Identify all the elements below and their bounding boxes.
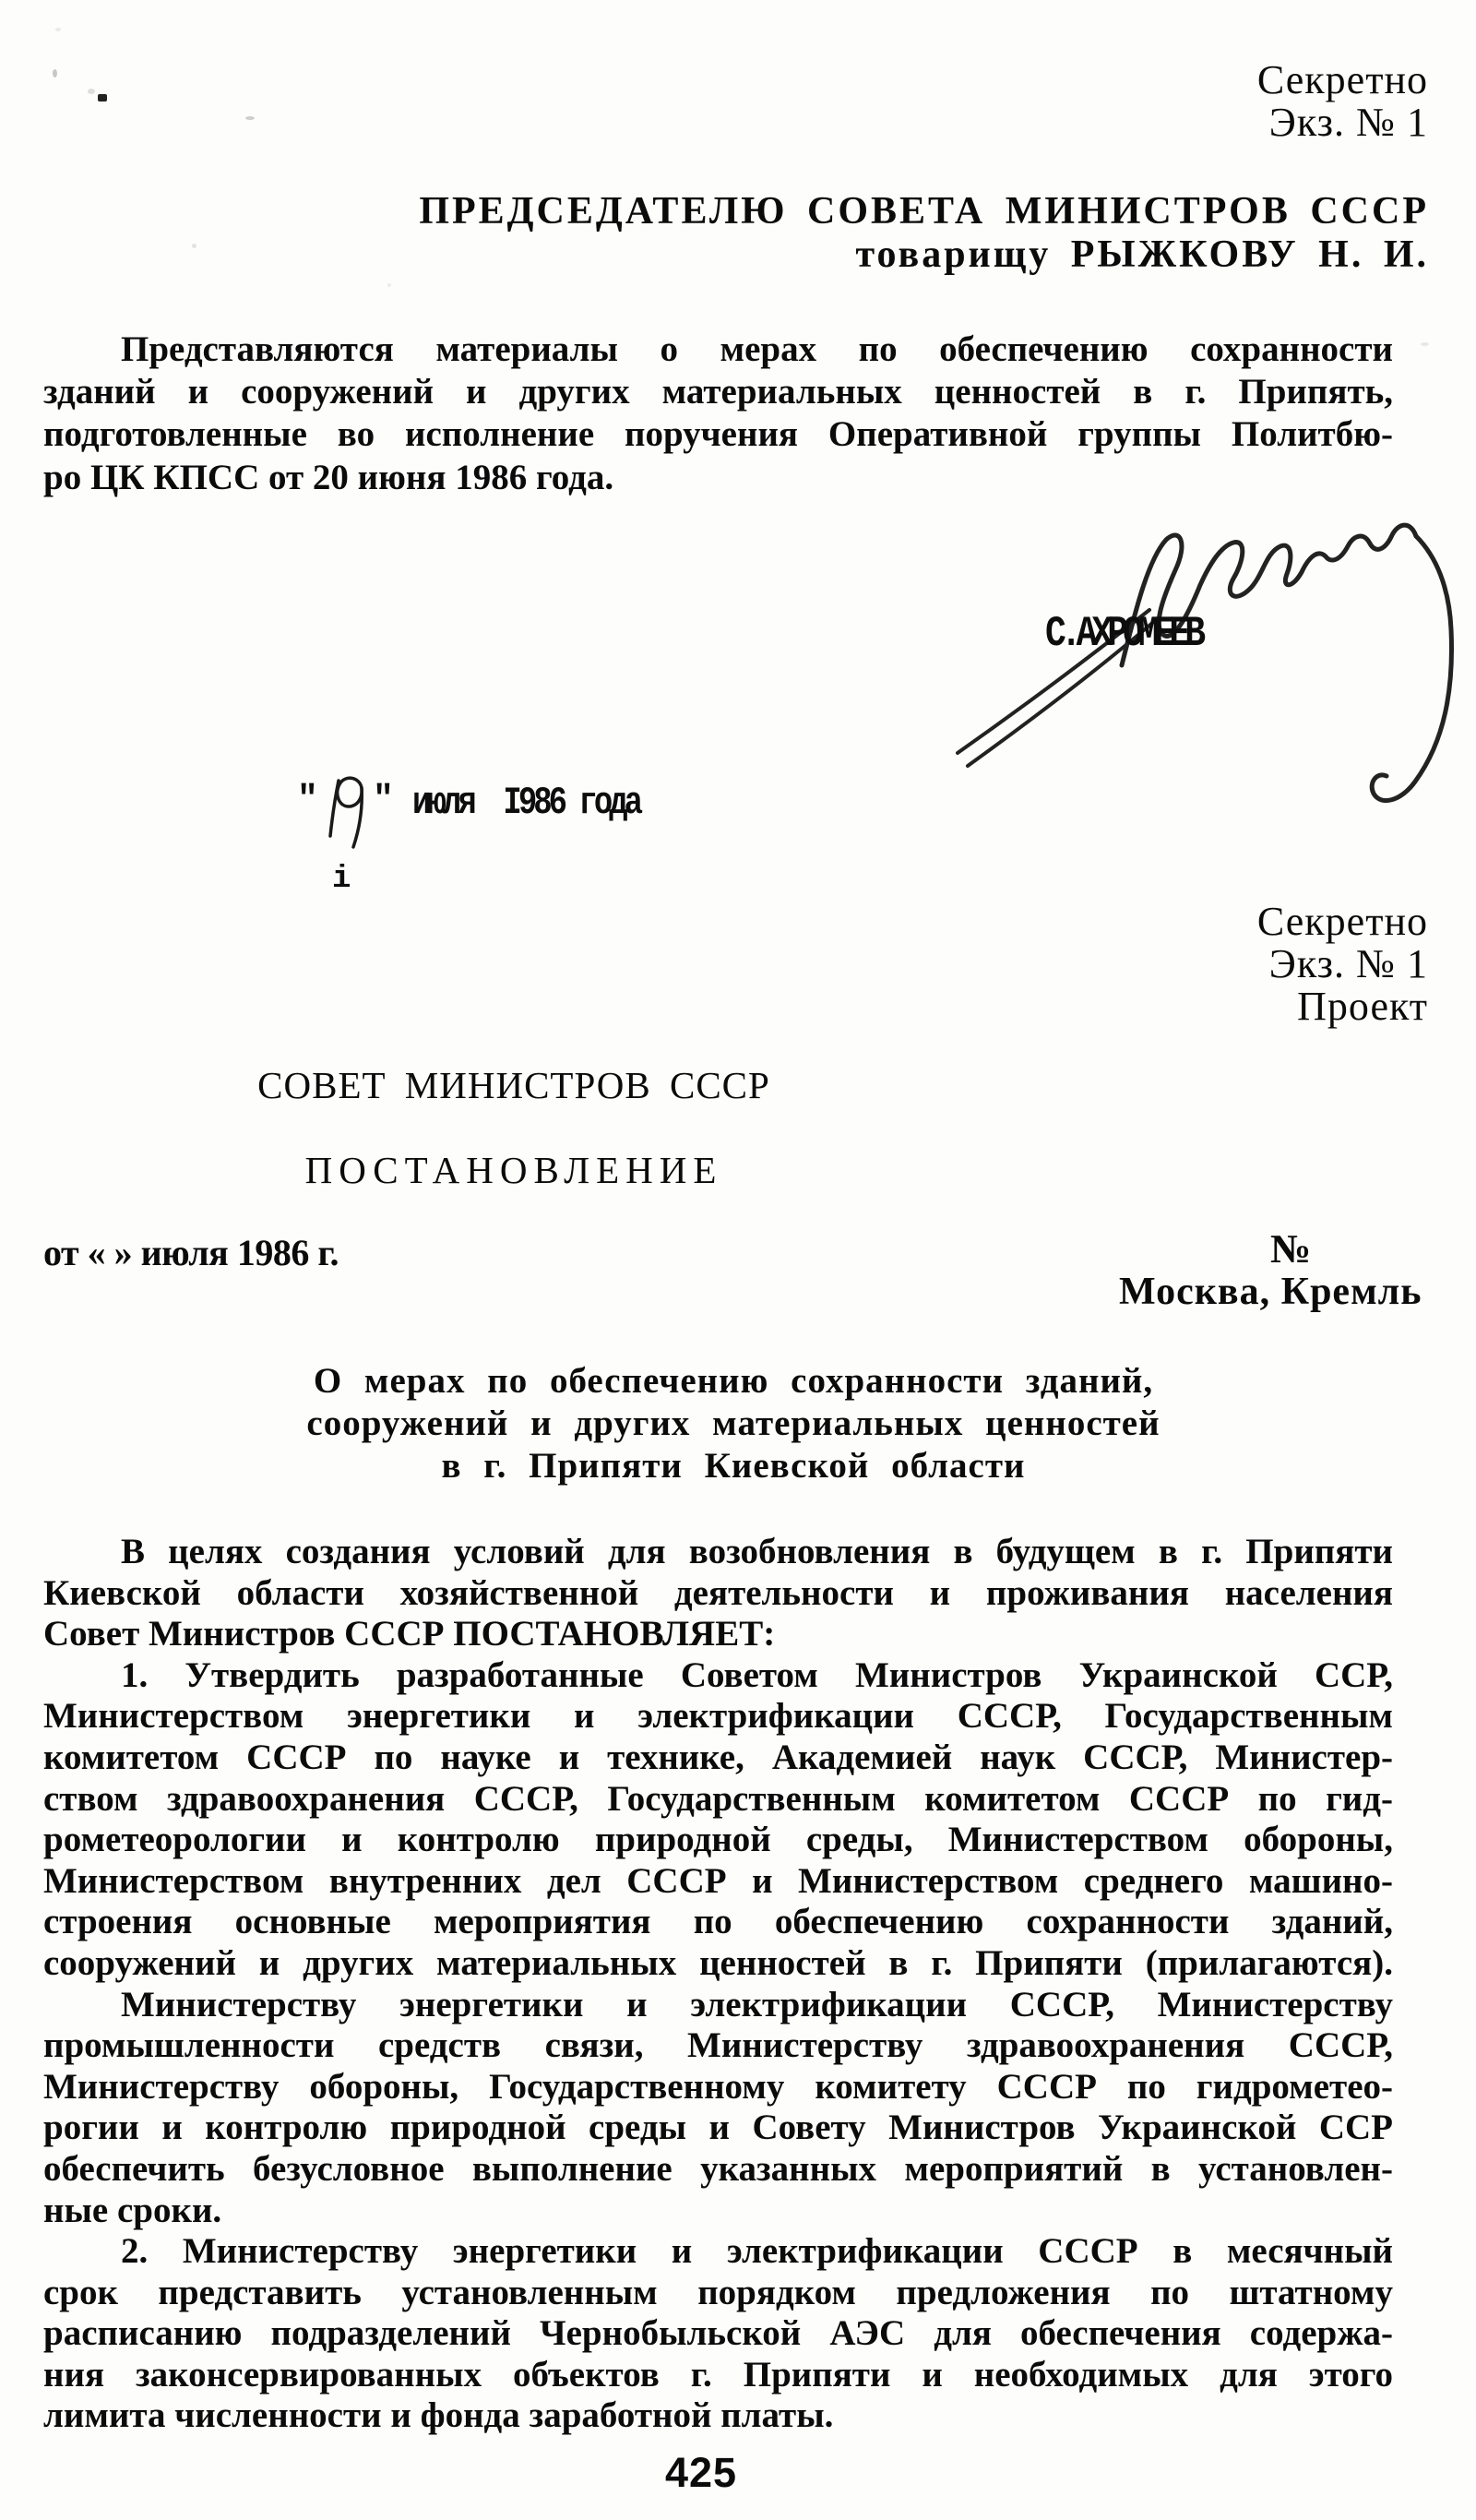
addressee-block [419, 190, 1429, 277]
text-line: 2. Министерству энергетики и электрификации СССР в месячный [121, 2231, 1393, 2272]
text-line: О мерах по обеспечению сохранности зданий, [313, 1361, 1154, 1401]
text-line: строения основные мероприятия по обеспечению сохранности зданий, [43, 1902, 1393, 1942]
text-line: подготовленные во исполнение поручения Оперативной группы Политбю- [43, 414, 1393, 455]
number-sign: № [1270, 1226, 1312, 1272]
addressee-line1: ПРЕДСЕДАТЕЛЮ СОВЕТА МИНИСТРОВ СССР [419, 190, 1429, 233]
date-text: июля I986 года [412, 782, 640, 826]
stamp-classification: Секретно [1256, 899, 1428, 944]
scan-speck [1421, 342, 1429, 346]
secrecy-stamp-draft [1257, 901, 1428, 1028]
resolution-title [83, 1360, 1384, 1487]
text-line: Министерству энергетики и электрификации СССР, Министерству [121, 1984, 1393, 2024]
scan-speck [53, 69, 57, 78]
text-line: ством здравоохранения СССР, Государственным комитетом СССР по гид- [43, 1778, 1393, 1819]
text-line: Министерством энергетики и электрификации СССР, Государственным [43, 1696, 1393, 1737]
scan-speck [387, 283, 391, 287]
resolution-body [43, 1532, 1393, 2437]
scan-speck [245, 116, 255, 120]
text-line: комитетом СССР по науке и технике, Академией наук СССР, Министер- [43, 1737, 1393, 1777]
resolution-date-line: от « » июля 1986 г. [43, 1232, 339, 1273]
text-line: промышленности средств связи, Министерству здравоохранения СССР, [43, 2025, 1393, 2066]
addressee-line2: товарищу РЫЖКОВУ Н. И. [855, 233, 1429, 276]
scan-speck [98, 94, 107, 102]
page-number: 425 [664, 2449, 738, 2496]
text-line: Киевской области хозяйственной деятельности и проживания населения [43, 1572, 1393, 1613]
text-line: Министерству обороны, Государственному комитету СССР по гидрометео- [43, 2066, 1393, 2107]
signature-name: С.АХРОМЕЕВ [1045, 610, 1201, 659]
text-line: обеспечить безусловное выполнение указанных мероприятий в установлен- [43, 2148, 1393, 2189]
text-line: зданий и сооружений и других материальных ценностей в г. Припять, [43, 372, 1393, 412]
stamp-copy-number: Экз. № 1 [1268, 941, 1428, 986]
text-line: рогии и контролю природной среды и Совету Министров Украинской ССР [43, 2108, 1393, 2148]
paragraph [43, 1985, 1393, 2232]
paragraph [43, 1532, 1393, 1655]
date-open-quote: " [297, 780, 318, 819]
text-line: Совет Министров СССР ПОСТАНОВЛЯЕТ: [43, 1614, 776, 1654]
text-line: Представляются материалы о мерах по обеспечению сохранности [121, 329, 1393, 369]
text-line: ния законсервированных объектов г. Припяти и необходимых для этого [43, 2354, 1393, 2395]
secrecy-stamp-top [1257, 59, 1428, 144]
text-line: лимита численности и фонда заработной платы. [43, 2395, 834, 2436]
text-line: расписанию подразделений Чернобыльской АЭС для обеспечения содержа- [43, 2313, 1393, 2354]
scan-speck [55, 28, 61, 31]
handwritten-day [317, 770, 375, 854]
text-line: В целях создания условий для возобновления в будущем в г. Припяти [121, 1532, 1393, 1571]
text-line: Министерством внутренних дел СССР и Министерством среднего машино- [43, 1860, 1393, 1901]
stray-typed-mark: i [332, 862, 351, 897]
organization-heading: СОВЕТ МИНИСТРОВ СССР [257, 1064, 770, 1106]
text-line: сооружений и других материальных ценностей в г. Припяти (прилагаются). [43, 1942, 1393, 1983]
text-line: ные сроки. [43, 2190, 222, 2230]
scan-speck [88, 89, 95, 94]
stamp-draft-label: Проект [1297, 984, 1428, 1029]
text-line: ро ЦК КПСС от 20 июня 1986 года. [43, 457, 614, 497]
handwritten-signature [941, 494, 1458, 826]
paragraph [43, 2231, 1393, 2437]
date-close-quote: " [373, 780, 394, 819]
text-line: срок представить установленным порядком предложения по штатному [43, 2272, 1393, 2312]
place-line: Москва, Кремль [1119, 1271, 1422, 1313]
document-type-heading: ПОСТАНОВЛЕНИЕ [304, 1149, 723, 1191]
stamp-classification: Секретно [1256, 57, 1428, 102]
scan-speck [192, 244, 196, 248]
text-line: в г. Припяти Киевской области [441, 1446, 1026, 1486]
cover-letter-paragraph [43, 328, 1393, 499]
stamp-copy-number: Экз. № 1 [1268, 100, 1428, 145]
text-line: сооружений и других материальных ценностей [306, 1403, 1161, 1443]
text-line: 1. Утвердить разработанные Советом Министров Украинской ССР, [121, 1654, 1393, 1695]
text-line: рометеорологии и контролю природной среды, Министерством обороны, [43, 1820, 1393, 1860]
paragraph [43, 1655, 1393, 1985]
